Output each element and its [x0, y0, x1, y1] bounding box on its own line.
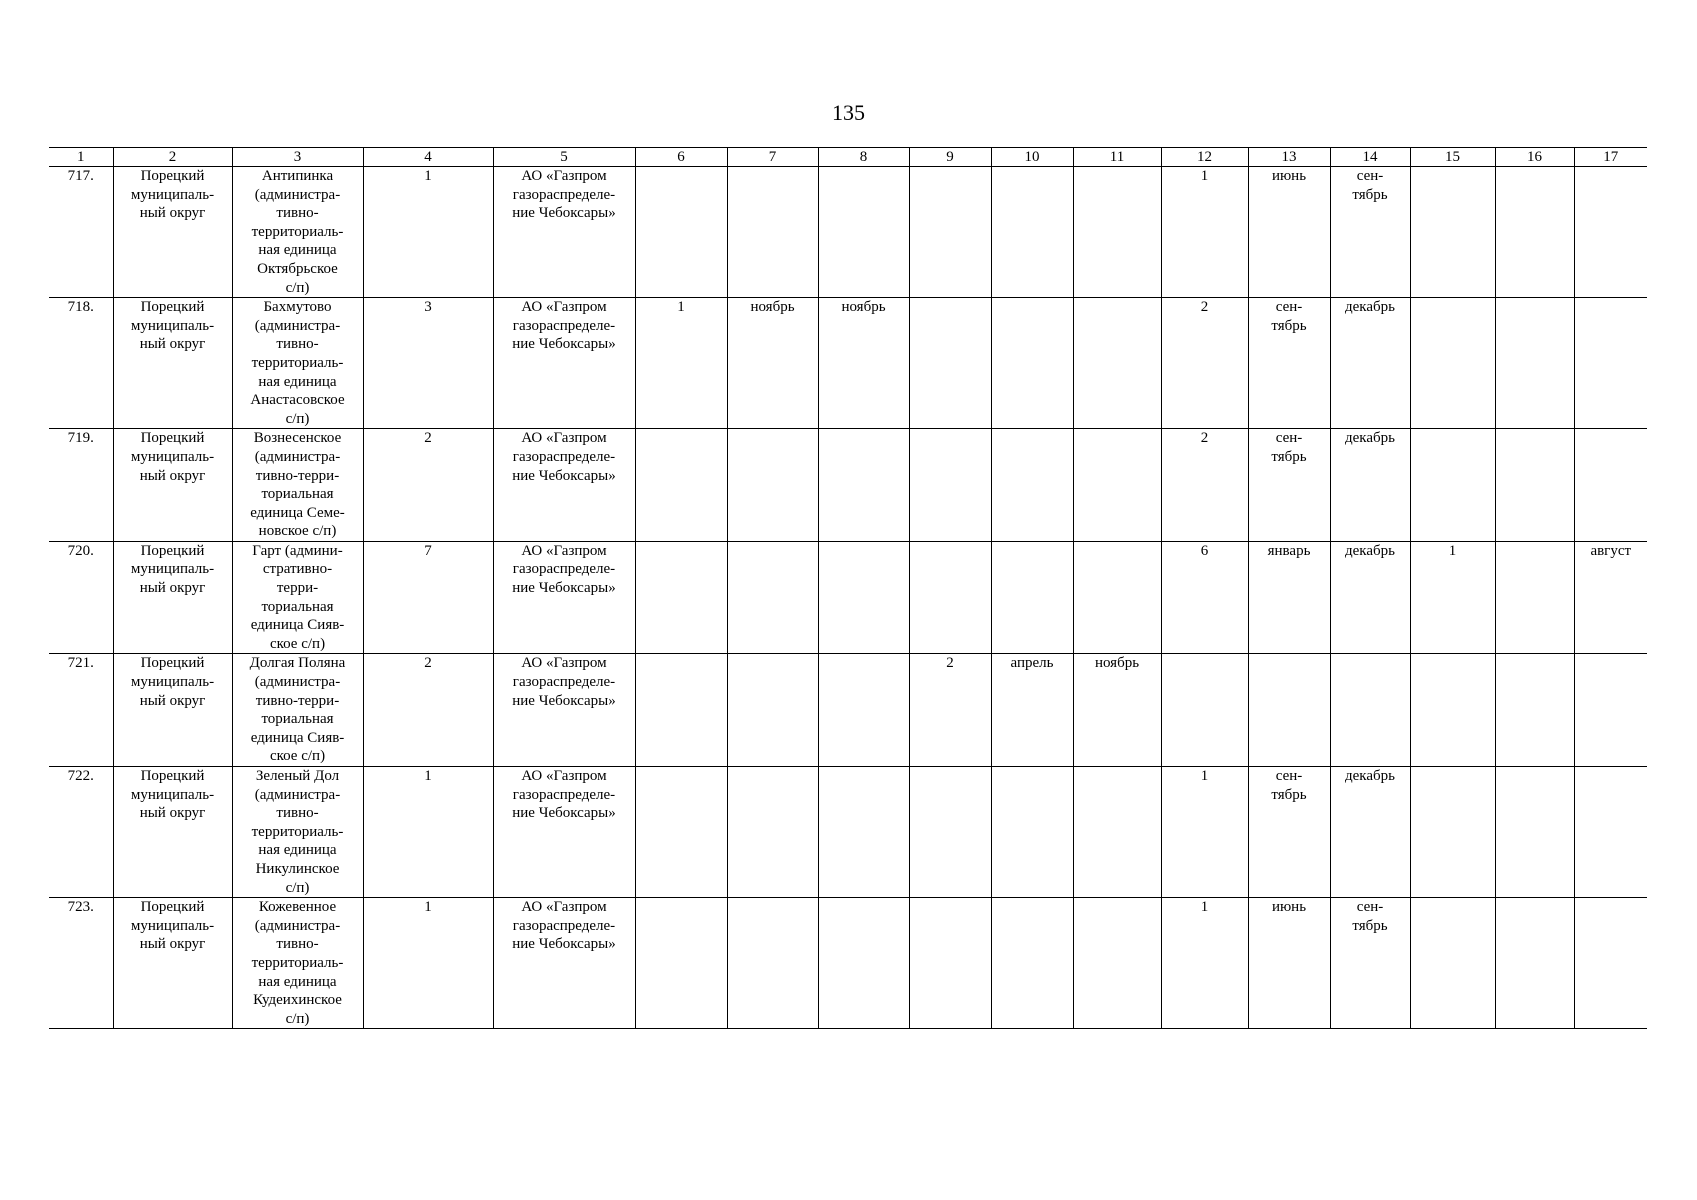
table-cell	[1073, 898, 1161, 1029]
table-cell	[818, 898, 909, 1029]
table-cell	[909, 167, 991, 298]
table-cell	[1574, 298, 1647, 429]
table-row	[49, 767, 1647, 898]
table-cell	[635, 541, 727, 654]
cell-text: Гарт (админи- стративно- терри- ториальная единица Сияв- ское с/п)	[250, 542, 345, 652]
table-cell	[818, 541, 909, 654]
table-cell	[1248, 654, 1330, 767]
table-cell	[493, 167, 635, 298]
table-cell	[635, 898, 727, 1029]
column-header-2: 2	[113, 148, 232, 167]
table-cell	[635, 767, 727, 898]
column-header-14: 14	[1330, 148, 1410, 167]
column-header-6: 6	[635, 148, 727, 167]
column-header-9: 9	[909, 148, 991, 167]
table-cell	[727, 298, 818, 429]
table-cell	[1495, 541, 1574, 654]
table-cell	[1495, 898, 1574, 1029]
cell-text: Кожевенное (администра- тивно- территориаль- ная единица Кудеихинское с/п)	[251, 899, 344, 1027]
table-cell	[818, 298, 909, 429]
cell-text: 1	[677, 299, 685, 316]
cell-text: АО «Газпром газораспределе- ние Чебоксары»	[512, 168, 616, 222]
table-cell	[232, 767, 363, 898]
table-cell	[113, 898, 232, 1029]
table-cell	[113, 298, 232, 429]
table-cell	[1330, 654, 1410, 767]
table-cell	[818, 167, 909, 298]
table-cell	[635, 654, 727, 767]
table-cell	[991, 298, 1073, 429]
table-cell	[49, 298, 113, 429]
table-cell	[232, 541, 363, 654]
cell-text: 2	[424, 430, 432, 447]
column-header-1: 1	[49, 148, 113, 167]
column-number-row	[49, 148, 1647, 167]
table-cell	[727, 429, 818, 542]
table-cell	[1495, 429, 1574, 542]
table-cell	[635, 298, 727, 429]
cell-text: 1	[1200, 899, 1209, 916]
cell-text: АО «Газпром газораспределе- ние Чебоксары»	[512, 655, 616, 709]
table-cell	[113, 429, 232, 542]
table-cell	[363, 898, 493, 1029]
table-cell	[1248, 167, 1330, 298]
cell-text: 717.	[67, 168, 94, 184]
cell-text: Порецкий муниципаль- ный округ	[130, 299, 215, 353]
table-cell	[1410, 298, 1495, 429]
table-cell	[232, 654, 363, 767]
table-cell	[49, 541, 113, 654]
table-cell	[363, 654, 493, 767]
column-header-10: 10	[991, 148, 1073, 167]
column-header-12: 12	[1161, 148, 1248, 167]
table-row	[49, 654, 1647, 767]
cell-text: сен- тябрь	[1352, 168, 1388, 203]
table-cell	[1410, 541, 1495, 654]
cell-text: август	[1590, 542, 1632, 559]
cell-text: 2	[424, 655, 432, 672]
table-cell	[1495, 767, 1574, 898]
cell-text: декабрь	[1345, 430, 1395, 447]
cell-text: 3	[424, 299, 432, 316]
column-header-7: 7	[727, 148, 818, 167]
table-cell	[1410, 167, 1495, 298]
table-cell	[1574, 767, 1647, 898]
table-cell	[1161, 167, 1248, 298]
cell-text: июнь	[1271, 899, 1307, 916]
table-cell	[991, 429, 1073, 542]
cell-text: Порецкий муниципаль- ный округ	[130, 168, 215, 222]
table-cell	[727, 654, 818, 767]
column-header-15: 15	[1410, 148, 1495, 167]
cell-text: ноябрь	[1094, 655, 1140, 672]
table-row	[49, 298, 1647, 429]
cell-text: 722.	[67, 768, 94, 784]
table-cell	[635, 429, 727, 542]
table-cell	[635, 167, 727, 298]
cell-text: Антипинка (администра- тивно- территориаль- ная единица Октябрьское с/п)	[251, 168, 344, 296]
cell-text: 2	[1200, 430, 1209, 447]
table-cell	[991, 898, 1073, 1029]
table-cell	[1073, 654, 1161, 767]
table-cell	[1161, 767, 1248, 898]
table-cell	[1330, 298, 1410, 429]
cell-text: АО «Газпром газораспределе- ние Чебоксары»	[512, 430, 616, 484]
table-cell	[909, 654, 991, 767]
table-cell	[232, 167, 363, 298]
table-cell	[49, 429, 113, 542]
table-cell	[1574, 898, 1647, 1029]
cell-text: 1	[424, 168, 432, 184]
table-cell	[49, 898, 113, 1029]
cell-text: апрель	[1010, 655, 1054, 672]
table-cell	[991, 167, 1073, 298]
cell-text: 7	[424, 542, 432, 559]
table-cell	[493, 298, 635, 429]
table-cell	[991, 654, 1073, 767]
cell-text: Порецкий муниципаль- ный округ	[130, 430, 215, 484]
cell-text: 1	[1200, 768, 1209, 784]
table-cell	[1330, 767, 1410, 898]
table-cell	[1330, 898, 1410, 1029]
cell-text: декабрь	[1345, 542, 1395, 559]
table-cell	[1330, 541, 1410, 654]
table-cell	[1161, 654, 1248, 767]
table-cell	[727, 767, 818, 898]
table-cell	[818, 429, 909, 542]
table-cell	[113, 767, 232, 898]
cell-text: Порецкий муниципаль- ный округ	[130, 655, 215, 709]
table-cell	[1073, 541, 1161, 654]
cell-text: 2	[1200, 299, 1209, 316]
cell-text: январь	[1267, 542, 1311, 559]
cell-text: сен- тябрь	[1271, 299, 1307, 334]
column-header-17: 17	[1574, 148, 1647, 167]
table-cell	[1574, 541, 1647, 654]
cell-text: Бахмутово (администра- тивно- территориаль- ная единица Анастасовское с/п)	[250, 299, 345, 427]
table-cell	[493, 429, 635, 542]
table-cell	[1495, 298, 1574, 429]
table-cell	[232, 898, 363, 1029]
table-cell	[1248, 767, 1330, 898]
table-cell	[1248, 298, 1330, 429]
table-cell	[113, 167, 232, 298]
cell-text: Долгая Поляна (администра- тивно-терри- ториальная единица Сияв- ское с/п)	[249, 655, 346, 765]
table-cell	[1495, 654, 1574, 767]
table-cell	[1410, 767, 1495, 898]
column-header-4: 4	[363, 148, 493, 167]
cell-text: сен- тябрь	[1352, 899, 1388, 934]
table-cell	[1574, 654, 1647, 767]
cell-text: ноябрь	[841, 299, 886, 316]
cell-text: Зеленый Дол (администра- тивно- территориаль- ная единица Никулинское с/п)	[251, 768, 344, 896]
column-header-3: 3	[232, 148, 363, 167]
cell-text: Порецкий муниципаль- ный округ	[130, 899, 215, 953]
cell-text: 721.	[67, 655, 94, 672]
table-cell	[493, 654, 635, 767]
cell-text: 6	[1200, 542, 1209, 559]
table-cell	[909, 898, 991, 1029]
column-header-8: 8	[818, 148, 909, 167]
data-table	[49, 147, 1647, 1029]
table-body	[49, 167, 1647, 1029]
cell-text: Порецкий муниципаль- ный округ	[130, 768, 215, 822]
column-header-16: 16	[1495, 148, 1574, 167]
page-number: 135	[832, 100, 865, 125]
cell-text: АО «Газпром газораспределе- ние Чебоксары»	[512, 542, 616, 597]
table-cell	[363, 767, 493, 898]
table-cell	[909, 429, 991, 542]
table-cell	[1161, 298, 1248, 429]
table-cell	[1248, 898, 1330, 1029]
table-cell	[493, 898, 635, 1029]
table-cell	[1330, 167, 1410, 298]
table-cell	[363, 429, 493, 542]
cell-text: ноябрь	[750, 299, 795, 316]
table-row	[49, 898, 1647, 1029]
cell-text: сен- тябрь	[1271, 768, 1307, 803]
cell-text: 719.	[67, 430, 94, 447]
table-cell	[1495, 167, 1574, 298]
table-cell	[1161, 429, 1248, 542]
cell-text: АО «Газпром газораспределе- ние Чебоксары»	[512, 768, 616, 822]
table-cell	[1330, 429, 1410, 542]
table-cell	[113, 541, 232, 654]
column-header-13: 13	[1248, 148, 1330, 167]
cell-text: 1	[424, 899, 432, 916]
table-cell	[727, 541, 818, 654]
table-cell	[909, 541, 991, 654]
cell-text: декабрь	[1345, 299, 1395, 316]
table-cell	[49, 767, 113, 898]
cell-text: июнь	[1271, 168, 1307, 184]
cell-text: 1	[1448, 542, 1457, 559]
column-header-5: 5	[493, 148, 635, 167]
table-row	[49, 167, 1647, 298]
table-cell	[113, 654, 232, 767]
cell-text: АО «Газпром газораспределе- ние Чебоксары»	[512, 299, 616, 353]
table-cell	[727, 898, 818, 1029]
table-cell	[1410, 429, 1495, 542]
cell-text: декабрь	[1345, 768, 1395, 784]
table-cell	[727, 167, 818, 298]
table-row	[49, 429, 1647, 542]
table-cell	[1161, 898, 1248, 1029]
table-cell	[1073, 429, 1161, 542]
table-cell	[909, 767, 991, 898]
table-cell	[1410, 654, 1495, 767]
cell-text: 718.	[67, 299, 94, 316]
table-cell	[1248, 429, 1330, 542]
table-cell	[1410, 898, 1495, 1029]
table-row	[49, 541, 1647, 654]
cell-text: 723.	[67, 899, 94, 916]
cell-text: 2	[946, 655, 954, 672]
table-cell	[909, 298, 991, 429]
table-cell	[493, 767, 635, 898]
table-cell	[1161, 541, 1248, 654]
cell-text: 1	[424, 768, 432, 784]
cell-text: 1	[1200, 168, 1209, 184]
cell-text: Порецкий муниципаль- ный округ	[130, 542, 215, 597]
table-cell	[1073, 298, 1161, 429]
cell-text: 720.	[67, 542, 94, 559]
table-cell	[49, 654, 113, 767]
table-cell	[1574, 429, 1647, 542]
table-cell	[1574, 167, 1647, 298]
column-header-11: 11	[1073, 148, 1161, 167]
table-cell	[232, 429, 363, 542]
cell-text: сен- тябрь	[1271, 430, 1307, 465]
table-cell	[1248, 541, 1330, 654]
table-cell	[49, 167, 113, 298]
table-cell	[991, 767, 1073, 898]
table-cell	[991, 541, 1073, 654]
table-cell	[363, 167, 493, 298]
table-cell	[818, 654, 909, 767]
cell-text: Вознесенское (администра- тивно-терри- ториальная единица Семе- новское с/п)	[250, 430, 345, 540]
table-cell	[363, 541, 493, 654]
table-cell	[363, 298, 493, 429]
table-cell	[1073, 167, 1161, 298]
table-cell	[493, 541, 635, 654]
table-cell	[232, 298, 363, 429]
table-cell	[818, 767, 909, 898]
cell-text: АО «Газпром газораспределе- ние Чебоксары»	[512, 899, 616, 953]
table-cell	[1073, 767, 1161, 898]
